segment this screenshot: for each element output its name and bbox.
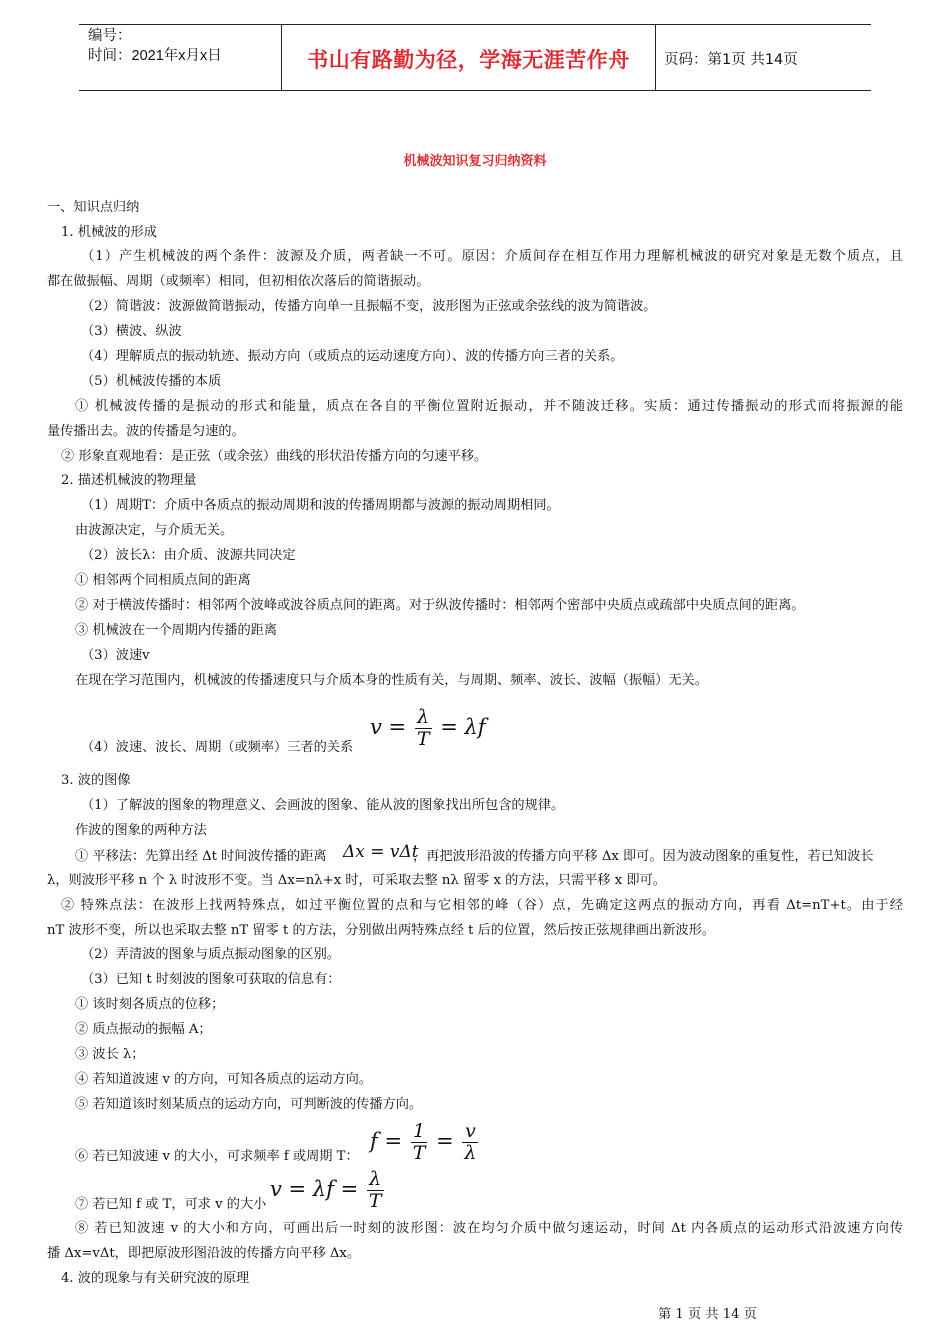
subsection-heading: 2. 描述机械波的物理量 <box>61 473 197 488</box>
paragraph-line: （1）周期T：介质中各质点的振动周期和波的传播周期都与波源的振动周期相同。 <box>81 498 560 513</box>
formula-fraction <box>415 707 432 750</box>
paragraph-line: ② 特殊点法：在波形上找两特殊点，如过平衡位置的点和与它相邻的峰（谷）点，先确定这两点的振动方向，再看 Δt=nT+t。由于经 <box>61 898 903 913</box>
header-bottom-rule <box>79 90 871 91</box>
paragraph-line: 在现在学习范围内，机械波的传播速度只与介质本身的性质有关，与周期、频率、波长、波幅（振幅）无关。 <box>75 673 708 688</box>
paragraph-line: ③ 机械波在一个周期内传播的距离 <box>75 623 278 638</box>
section-heading: 一、知识点归纳 <box>47 200 140 215</box>
paragraph-line: ⑧ 若已知波速 v 的大小和方向，可画出后一时刻的波形图：波在均匀介质中做匀速运动，时间 Δt 内各质点的运动形式沿波速方向传 <box>75 1221 903 1236</box>
fraction-denominator: λ <box>464 1142 477 1164</box>
paragraph-line: λ，则波形平移 n 个 λ 时波形不变。当 Δx=nλ+x 时，可采取去整 nλ 留零 x 的方法，只需平移 x 即可。 <box>47 873 666 888</box>
paragraph-line: ③ 波长 λ； <box>75 1047 145 1062</box>
paragraph-line: ① 机械波传播的是振动的形式和能量，质点在各自的平衡位置附近振动，并不随波迁移。实质：通过传播振动的形式而将振源的能 <box>75 399 903 414</box>
paragraph-line: ① 相邻两个同相质点间的距离 <box>75 573 251 588</box>
formula-lhs: f = <box>370 1129 403 1153</box>
paragraph-line: （3）已知 t 时刻波的图象可获取的信息有： <box>81 972 341 987</box>
formula-lhs: v = λf = <box>270 1177 359 1201</box>
fraction-numerator: λ <box>417 706 430 728</box>
fraction-denominator: T <box>368 1190 382 1212</box>
paragraph-line: （5）机械波传播的本质 <box>81 374 222 389</box>
paragraph-line: ① 平移法：先算出经 Δt 时间波传播的距离 <box>75 849 327 864</box>
formula-fraction <box>367 1169 384 1212</box>
paragraph-line: ⑥ 若已知波速 v 的大小，可求频率 f 或周期 T： <box>75 1149 359 1164</box>
paragraph-line: （2）弄清波的图象与质点振动图象的区别。 <box>81 947 340 962</box>
subsection-heading: 3. 波的图像 <box>61 773 131 788</box>
paragraph-line: ⑦ 若已知 f 或 T，可求 v 的大小 <box>75 1197 267 1212</box>
header-time-label: 时间：2021年x月x日 <box>88 48 222 64</box>
fraction-denominator: T <box>416 728 430 750</box>
paragraph-line: 播 Δx=vΔt，即把原波形图沿波的传播方向平移 Δx。 <box>47 1246 361 1261</box>
header-divider-2 <box>655 24 656 90</box>
header-page-info: 页码：第1页 共14页 <box>664 52 798 68</box>
formula-equals: = <box>436 1129 454 1153</box>
paragraph-line: ，再把波形沿波的传播方向平移 Δx 即可。因为波动图象的重复性，若已知波长 <box>413 849 874 864</box>
formula-fraction <box>462 1121 478 1164</box>
paragraph-line: ② 质点振动的振幅 A； <box>75 1022 212 1037</box>
paragraph-line: （1）产生机械波的两个条件：波源及介质，两者缺一不可。原因：介质间存在相互作用力理解机械波的研究对象是无数个质点，且 <box>81 249 903 264</box>
subsection-heading: 1. 机械波的形成 <box>61 225 157 240</box>
paragraph-line: ② 对于横波传播时：相邻两个波峰或波谷质点间的距离。对于纵波传播时：相邻两个密部中央质点或疏部中央质点间的距离。 <box>75 598 805 613</box>
header-motto: 书山有路勤为径，学海无涯苦作舟 <box>307 48 630 72</box>
formula-wave-speed <box>370 707 486 750</box>
header-top-rule <box>79 24 871 25</box>
fraction-numerator: 1 <box>413 1120 426 1142</box>
paragraph-line: （4）波速、波长、周期（或频率）三者的关系 <box>81 740 354 755</box>
fraction-numerator: v <box>465 1120 476 1142</box>
paragraph-line: （1）了解波的图象的物理意义、会画波的图象、能从波的图象找出所包含的规律。 <box>81 798 565 813</box>
paragraph-line: ⑤ 若知道该时刻某质点的运动方向，可判断波的传播方向。 <box>75 1097 423 1112</box>
subsection-heading: 4. 波的现象与有关研究波的原理 <box>61 1271 250 1286</box>
document-title: 机械波知识复习归纳资料 <box>403 154 547 169</box>
paragraph-line: ① 该时刻各质点的位移； <box>75 997 225 1012</box>
formula-lhs: v = <box>370 715 407 739</box>
paragraph-line: （3）横波、纵波 <box>81 324 182 339</box>
paragraph-line: ④ 若知道波速 v 的方向，可知各质点的运动方向。 <box>75 1072 372 1087</box>
fraction-denominator: T <box>412 1142 426 1164</box>
paragraph-line: （3）波速v <box>81 648 150 663</box>
formula-rhs: = λf <box>440 715 486 739</box>
header-number-label: 编号： <box>88 28 132 44</box>
paragraph-line: （2）简谐波：波源做简谐振动，传播方向单一且振幅不变，波形图为正弦或余弦线的波为简谐波。 <box>81 299 657 314</box>
paragraph-line: nT 波形不变，所以也采取去整 nT 留零 t 的方法，分别做出两特殊点经 t 后的位置，然后按正弦规律画出新波形。 <box>47 923 715 938</box>
formula-distance: Δx = vΔt <box>343 842 419 862</box>
formula-frequency <box>370 1121 480 1164</box>
paragraph-line: 量传播出去。波的传播是匀速的。 <box>47 424 245 439</box>
paragraph-line: （2）波长λ：由介质、波源共同决定 <box>81 548 296 563</box>
formula-fraction <box>411 1121 428 1164</box>
header-meta <box>88 26 222 66</box>
paragraph-line: 由波源决定，与介质无关。 <box>75 523 234 538</box>
paragraph-line: 都在做振幅、周期（或频率）相同，但初相依次落后的简谐振动。 <box>47 274 430 289</box>
fraction-numerator: λ <box>369 1168 382 1190</box>
paragraph-line: ② 形象直观地看：是正弦（或余弦）曲线的形状沿传播方向的匀速平移。 <box>61 449 488 464</box>
paragraph-line: （4）理解质点的振动轨迹、振动方向（或质点的运动速度方向）、波的传播方向三者的关系。 <box>81 349 624 364</box>
page-footer: 第 1 页 共 14 页 <box>658 1307 757 1322</box>
paragraph-line: 作波的图象的两种方法 <box>75 823 207 838</box>
formula-speed-from-frequency <box>270 1169 386 1212</box>
